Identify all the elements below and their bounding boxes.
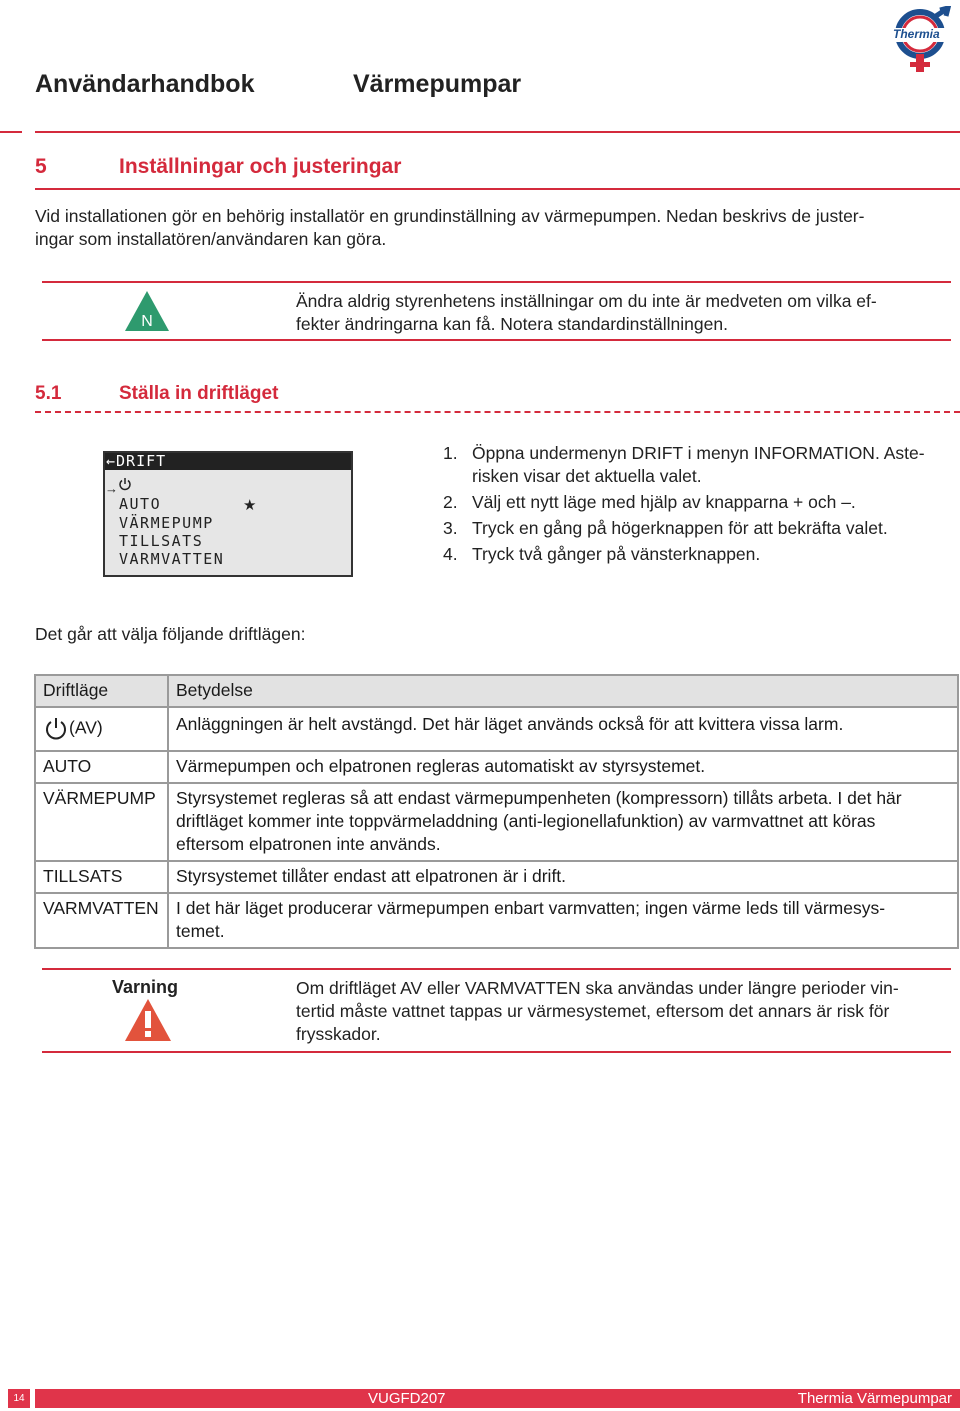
mode-tillsats: TILLSATS [35,861,168,893]
note-bottom-rule [42,339,951,341]
header-driftlage: Driftläge [35,675,168,707]
warning-label: Varning [112,977,179,997]
meaning-varmvatten: I det här läget producerar värmepumpen enbart varmvatten; ingen värme leds till värmesys- temet. [168,893,958,948]
page-number: 14 [8,1389,30,1408]
warning-icon [124,998,172,1042]
intro-line-1: Vid installationen gör en behörig installatör en grundinställning av värmepumpen. Nedan beskrivs de juster- [35,206,865,226]
note-top-rule [42,281,951,283]
manual-title: Användarhandbok [35,70,255,98]
selected-star-icon: ★ [243,497,257,514]
mode-auto: AUTO [35,751,168,783]
power-icon [118,477,132,491]
display-title: DRIFT [116,452,167,470]
display-item-tillsats: TILLSATS [119,532,204,550]
footer-brand: Thermia Värmepumpar [797,1390,952,1407]
intro-line-2: ingar som installatören/användaren kan göra. [35,229,387,249]
warning-line-1: Om driftläget AV eller VARMVATTEN ska användas under längre perioder vin- [296,978,899,998]
subsection-dashed-rule [35,411,960,413]
document-code: VUGFD207 [368,1390,446,1407]
thermia-logo [888,6,956,74]
meaning-varmepump: Styrsystemet regleras så att endast värmepumpenheten (kompressorn) tillåts arbeta. I det här driftläget kommer inte toppvärmeladdning (anti-legionellafunktion) av varmvattnet att köras eftersom elpatronen inte används. [168,783,958,861]
steps-list [443,442,953,569]
controller-display [103,451,353,577]
table-row [35,751,958,783]
warning-line-3: frysskador. [296,1024,381,1044]
warning-text [296,977,946,1046]
mode-varmepump: VÄRMEPUMP [35,783,168,861]
step-item: 4. Tryck två gånger på vänsterknappen. [443,544,761,564]
modes-table [34,674,959,949]
display-title-bar [105,453,351,470]
logo-text: Thermia [893,27,940,41]
table-intro: Det går att välja följande driftlägen: [35,624,306,644]
note-text [296,290,946,336]
product-title: Värmepumpar [353,70,522,98]
step-item: 3. Tryck en gång på högerknappen för att bekräfta valet. [443,518,888,538]
table-row [35,707,958,751]
section-intro [35,205,960,251]
note-icon [124,290,170,332]
header-rule-left [0,131,22,133]
note-icon-letter: N [141,313,153,330]
power-icon [43,716,69,742]
display-item-varmepump: VÄRMEPUMP [119,514,214,532]
table-row [35,893,958,948]
warning-bottom-rule [42,1051,951,1053]
meaning-tillsats: Styrsystemet tillåter endast att elpatronen är i drift. [168,861,958,893]
table-row [35,783,958,861]
section-title: Inställningar och justeringar [119,155,402,178]
subsection-number: 5.1 [35,383,62,404]
note-line-2: fekter ändringarna kan få. Notera standardinställningen. [296,314,728,334]
step-item: 1. Öppna undermenyn DRIFT i menyn INFORMATION. Aste- risken visar det aktuella valet. [443,443,925,486]
warning-line-2: tertid måste vattnet tappas ur värmesystemet, eftersom det annars är risk för [296,1001,890,1021]
warning-top-rule [42,968,951,970]
header-betydelse: Betydelse [168,675,958,707]
back-arrow-icon: ← [106,452,117,470]
table-header-row [35,675,958,707]
display-item-varmvatten: VARMVATTEN [119,550,225,568]
meaning-auto: Värmepumpen och elpatronen regleras automatiskt av styrsystemet. [168,751,958,783]
display-item-auto: AUTO [119,495,162,513]
step-item: 2. Välj ett nytt läge med hjälp av knapparna + och –. [443,492,856,512]
mode-av: (AV) [69,717,103,738]
note-line-1: Ändra aldrig styrenhetens inställningar om du inte är medveten om vilka ef- [296,291,877,311]
subsection-title: Ställa in driftläget [119,383,279,404]
section-rule [35,188,960,190]
meaning-av: Anläggningen är helt avstängd. Det här läget används också för att kvittera vissa larm. [168,707,958,751]
select-arrow-icon: → [105,481,118,496]
footer-bar [35,1389,960,1408]
header-rule [35,131,960,133]
table-row [35,861,958,893]
section-number: 5 [35,155,47,178]
mode-varmvatten: VARMVATTEN [35,893,168,948]
